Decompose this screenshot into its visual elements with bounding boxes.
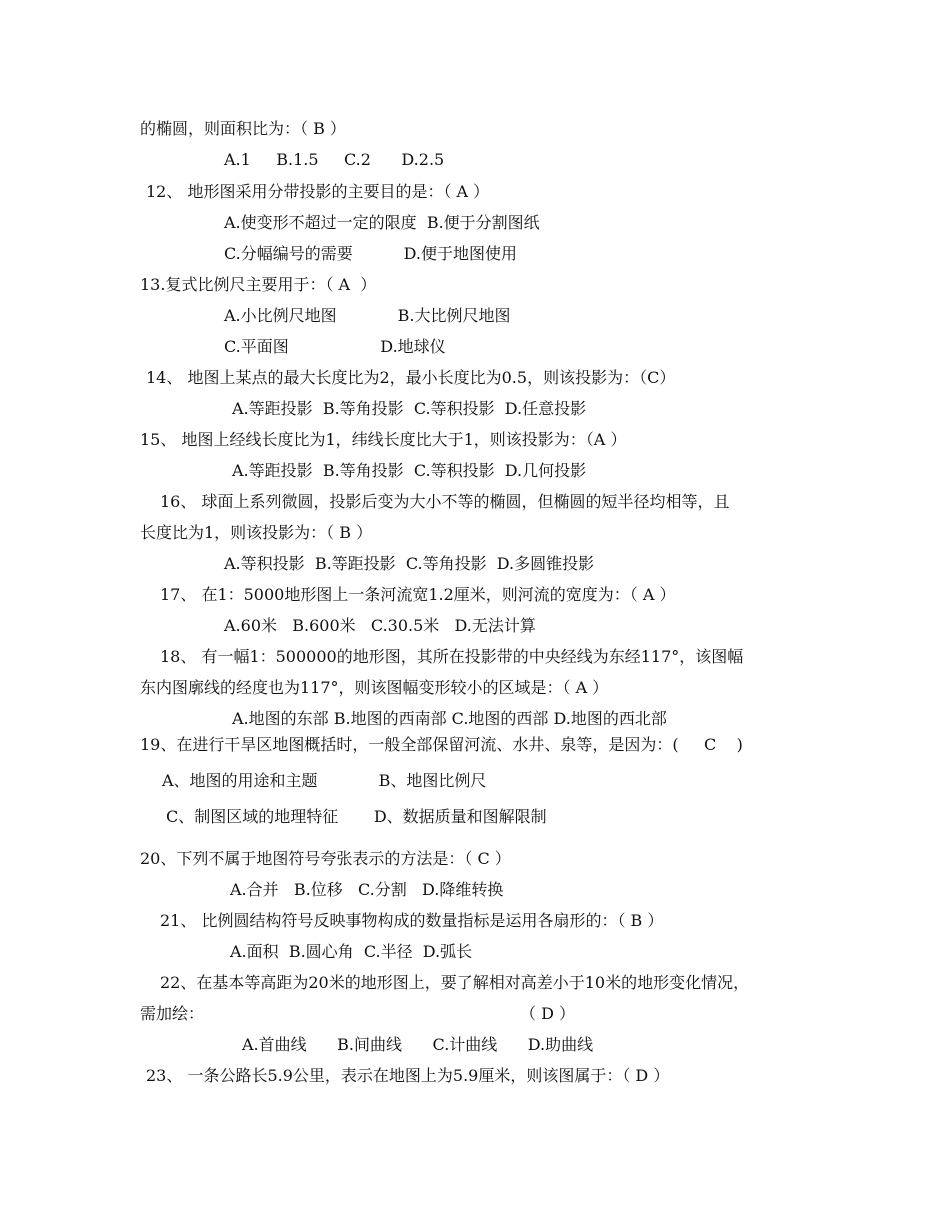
question-17-options: A.60米 B.600米 C.30.5米 D.无法计算 [224,616,536,635]
question-22-options: A.首曲线 B.间曲线 C.计曲线 D.助曲线 [242,1035,594,1054]
question-13-stem: 13.复式比例尺主要用于：（ A ） [140,275,377,294]
question-12-options-row-2: C.分幅编号的需要 D.便于地图使用 [224,244,517,263]
question-13-options-row-2: C.平面图 D.地球仪 [224,337,446,356]
question-21-stem: 21、 比例圆结构符号反映事物构成的数量指标是运用各扇形的：（ B ） [160,911,664,930]
question-16-stem-line-1: 16、 球面上系列微圆，投影后变为大小不等的椭圆，但椭圆的短半径均相等，且 [160,492,730,511]
question-22-answer: （ D ） [520,1004,576,1023]
question-12-stem: 12、 地形图采用分带投影的主要目的是：（ A ） [146,182,490,201]
question-15-options: A.等距投影 B.等角投影 C.等积投影 D.几何投影 [232,461,587,480]
question-12-options-row-1: A.使变形不超过一定的限度 B.便于分割图纸 [224,213,540,232]
question-18-stem-line-2: 东内图廓线的经度也为117°，则该图幅变形较小的区域是：（ A ） [140,678,609,697]
question-20-options: A.合并 B.位移 C.分割 D.降维转换 [230,880,504,899]
question-22-stem-line-1: 22、在基本等高距为20米的地形图上，要了解相对高差小于10米的地形变化情况， [160,973,750,992]
question-14-stem: 14、 地图上某点的最大长度比为2，最小长度比为0.5，则该投影为：（C） [146,368,676,387]
question-18-stem-line-1: 18、 有一幅1：500000的地形图，其所在投影带的中央经线为东经117°，该图幅 [160,647,744,666]
question-18-options: A.地图的东部 B.地图的西南部 C.地图的西部 D.地图的西北部 [232,709,667,728]
question-22-stem-line-2: 需加绘： [140,1004,205,1023]
question-19-options-row-2: C、制图区域的地理特征 D、数据质量和图解限制 [166,807,547,826]
question-11-options: A.1 B.1.5 C.2 D.2.5 [224,150,445,169]
question-19-options-row-1: A、地图的用途和主题 B、地图比例尺 [162,771,487,790]
question-20-stem: 20、下列不属于地图符号夸张表示的方法是：（ C ） [140,849,511,868]
question-15-stem: 15、 地图上经线长度比为1，纬线长度比大于1，则该投影为：（A ） [140,430,627,449]
question-13-options-row-1: A.小比例尺地图 B.大比例尺地图 [224,306,511,325]
question-16-stem-line-2: 长度比为1，则该投影为：（ B ） [140,523,373,542]
question-16-options: A.等积投影 B.等距投影 C.等角投影 D.多圆锥投影 [224,554,595,573]
question-17-stem: 17、 在1：5000地形图上一条河流宽1.2厘米，则河流的宽度为：（ A ） [160,585,676,604]
question-23-stem: 23、 一条公路长5.9公里，表示在地图上为5.9厘米，则该图属于：（ D ） [146,1066,670,1085]
question-14-options: A.等距投影 B.等角投影 C.等积投影 D.任意投影 [232,399,587,418]
question-19-stem: 19、在进行干旱区地图概括时，一般全部保留河流、水井、泉等，是因为：( C ) [140,735,743,754]
question-21-options: A.面积 B.圆心角 C.半径 D.弧长 [230,942,473,961]
question-11-stem-tail: 的椭圆，则面积比为：（ B ） [140,119,346,138]
